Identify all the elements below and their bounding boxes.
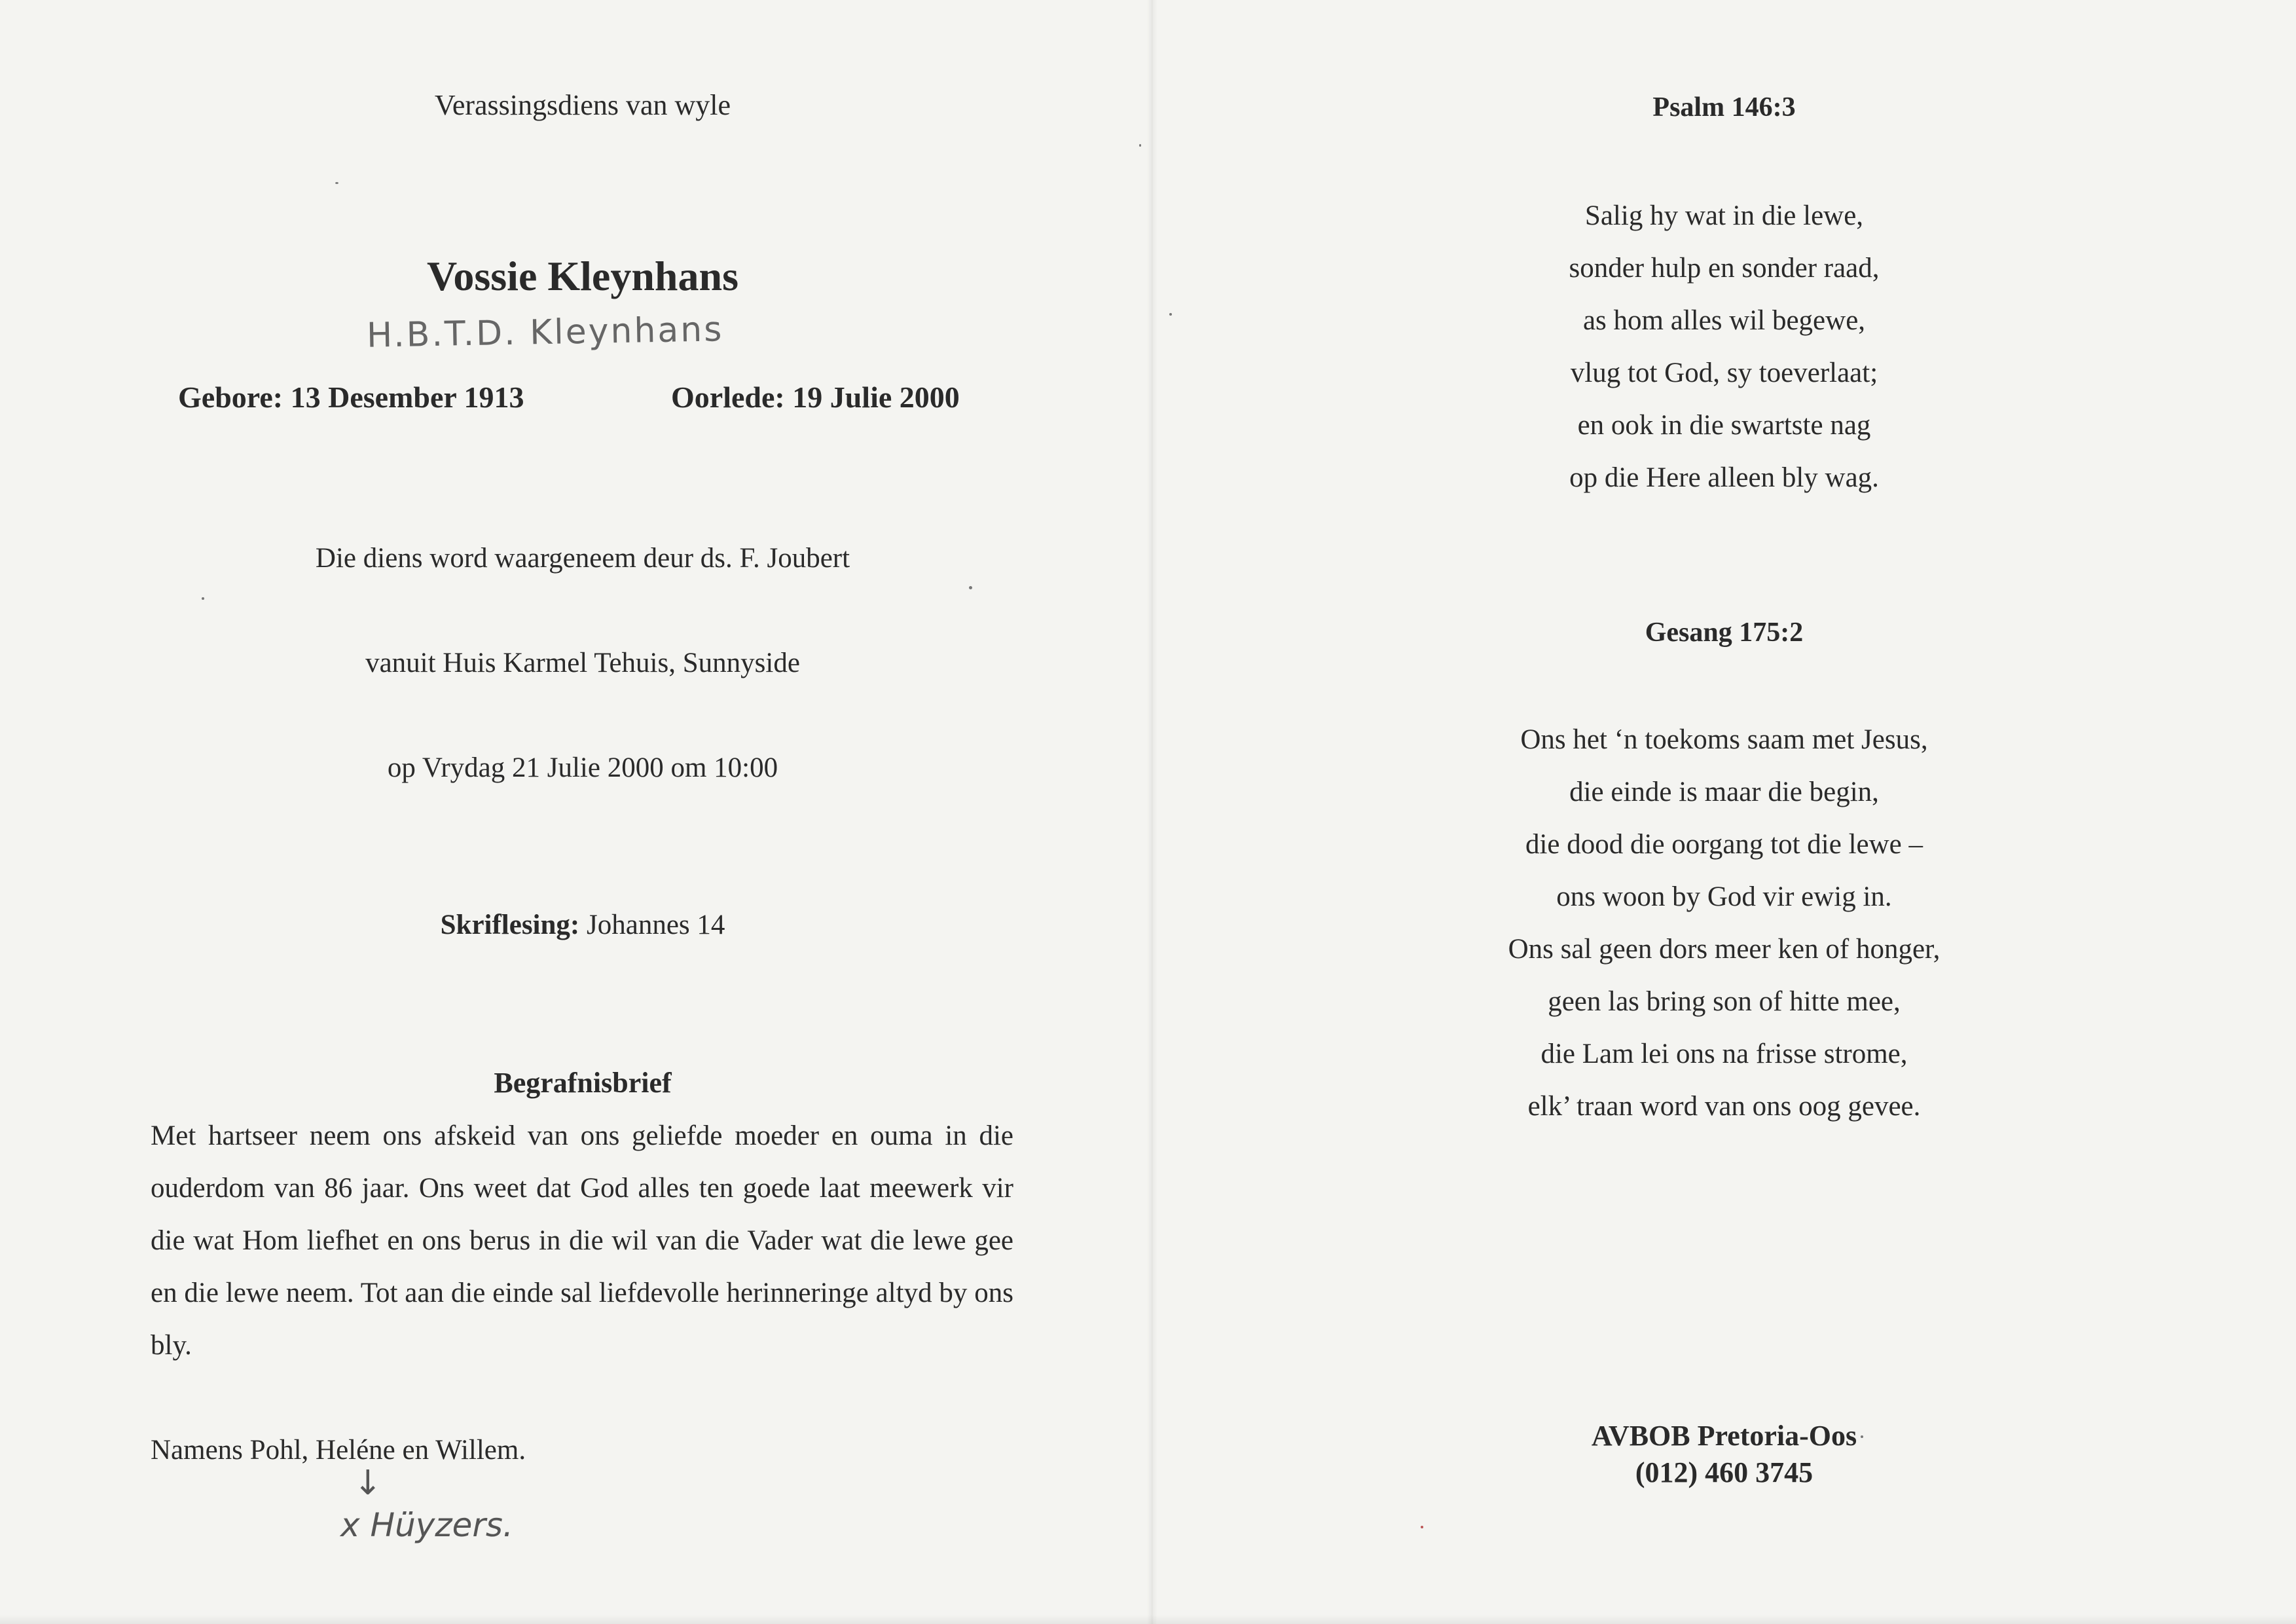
family-signoff: Namens Pohl, Heléne en Willem. [151, 1435, 526, 1466]
psalm-line: sonder hulp en sonder raad, [1569, 253, 1880, 284]
psalm-line: op die Here alleen bly wag. [1569, 462, 1879, 493]
hymn-line: Ons sal geen dors meer ken of honger, [1508, 934, 1941, 965]
scan-speck [1139, 144, 1141, 147]
hymn-line: die Lam lei ons na frisse strome, [1540, 1039, 1908, 1069]
scripture-reading [0, 909, 1165, 941]
deceased-name: Vossie Kleynhans [427, 253, 738, 299]
scan-speck [1861, 1435, 1863, 1438]
service-date-line: op Vrydag 21 Julie 2000 om 10:00 [387, 752, 778, 783]
hymn-title: Gesang 175:2 [1645, 618, 1804, 648]
hymn-line: geen las bring son of hitte mee, [1548, 986, 1901, 1017]
death-date: Oorlede: 19 Julie 2000 [671, 380, 960, 414]
psalm-line: as hom alles wil begewe, [1582, 305, 1866, 336]
letter-title: Begrafnisbrief [494, 1067, 672, 1099]
hymn-line: ons woon by God vir ewig in. [1556, 881, 1892, 912]
psalm-title: Psalm 146:3 [1652, 92, 1796, 122]
scan-speck [202, 597, 204, 600]
right-page [1152, 0, 2296, 1624]
hymn-line: Ons het ‘n toekoms saam met Jesus, [1520, 724, 1928, 755]
undertaker-phone: (012) 460 3745 [1635, 1456, 1813, 1488]
psalm-line: en ook in die swartste nag [1577, 410, 1871, 441]
psalm-line: vlug tot God, sy toeverlaat; [1570, 358, 1878, 388]
birth-date: Gebore: 13 Desember 1913 [178, 380, 524, 414]
scripture-label: Skriflesing: [440, 910, 580, 940]
handwritten-note: x Hüyzers. [340, 1506, 513, 1544]
hymn-line: die einde is maar die begin, [1569, 777, 1879, 807]
hymn-verse [1152, 714, 2296, 1133]
undertaker-block [1152, 1418, 2296, 1491]
hymn-line: elk’ traan word van ons oog gevee. [1527, 1091, 1921, 1122]
location-line: vanuit Huis Karmel Tehuis, Sunnyside [365, 648, 800, 678]
sheet-bottom-edge [0, 1615, 2296, 1624]
handwritten-full-name: H.B.T.D. Kleynhans [366, 310, 724, 356]
letter-body: Met hartseer neem ons afskeid van ons geliefde moeder en ouma in die ouderdom van 86 jaar. Ons weet dat God alles ten goede laat meewerk vir die wat Hom liefhet en ons berus in die wil van die Vader wat die lewe gee en die lewe neem. Tot aan die einde sal liefdevolle herinneringe altyd by ons bly. [151, 1120, 1013, 1361]
handwritten-arrow-icon: ↓ [354, 1464, 382, 1503]
scan-speck [1169, 313, 1172, 316]
scripture-value: Johannes 14 [587, 910, 725, 940]
scan-speck [335, 182, 338, 184]
hymn-line: die dood die oorgang tot die lewe – [1525, 829, 1923, 860]
scan-speck [969, 586, 972, 589]
scan-speck [1421, 1526, 1423, 1528]
officiant-line: Die diens word waargeneem deur ds. F. Joubert [315, 543, 850, 574]
psalm-verse [1152, 190, 2296, 504]
undertaker-name: AVBOB Pretoria-Oos [1591, 1420, 1857, 1452]
psalm-line: Salig hy wat in die lewe, [1584, 200, 1864, 231]
service-intro: Verassingsdiens van wyle [434, 89, 731, 121]
